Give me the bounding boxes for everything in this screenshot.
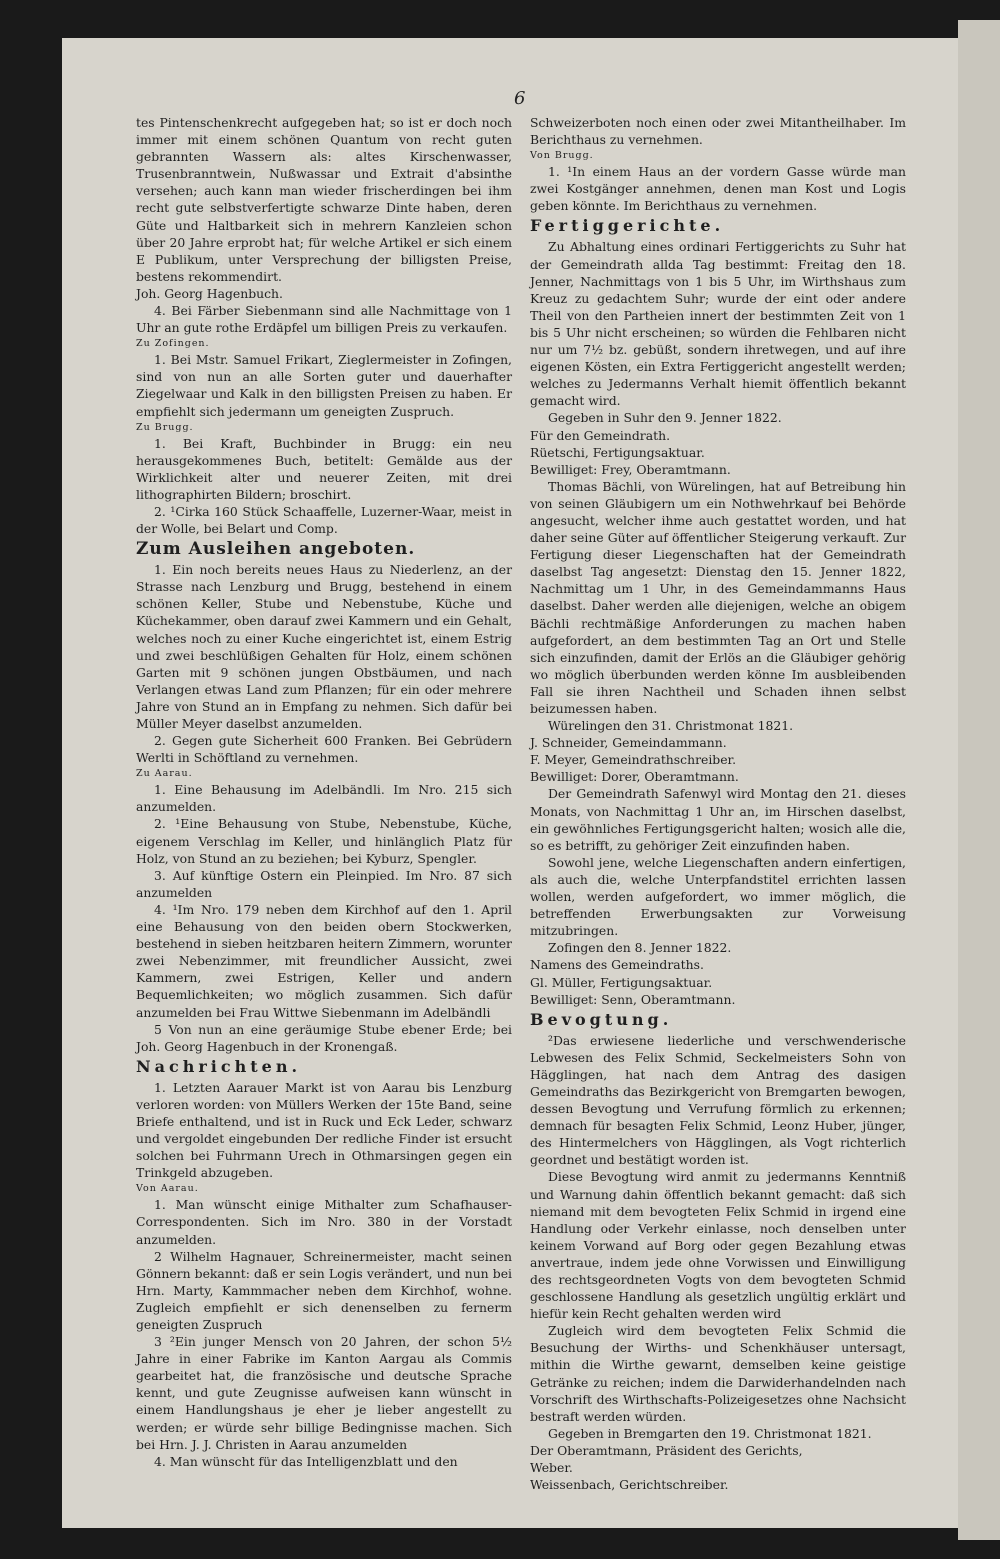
paragraph: Sowohl jene, welche Liegenschaften andern einfertigen, als auch die, welche Unterpfandstitel errichten lassen wollen, werden aufgefordert, wo immer möglich, die betreffenden Erwerbungsakten zur Vorweisung mitzubringen. — [530, 854, 906, 939]
date-line: Gegeben in Bremgarten den 19. Christmonat 1821. — [548, 1425, 872, 1441]
signature: Weissenbach, Gerichtschreiber. — [530, 1477, 729, 1493]
paragraph: 1. Man wünscht einige Mithalter zum Schafhauser-Correspondenten. Sich im Nro. 380 in der Vorstadt anzumelden. — [136, 1197, 512, 1247]
paragraph: 2. ¹Cirka 160 Stück Schaaffelle, Luzerner-Waar, meist in der Wolle, bei Belart und Comp. — [136, 503, 512, 537]
paragraph: 3. Auf künftige Ostern ein Pleinpied. Im Nro. 87 sich anzumelden — [136, 867, 512, 900]
paragraph: 4. Bei Färber Siebenmann sind alle Nachmittage von 1 Uhr an gute rothe Erdäpfel um billigen Preis zu verkaufen. — [136, 303, 512, 336]
section-heading: Nachrichten. — [136, 1056, 302, 1076]
paragraph: 2. Gegen gute Sicherheit 600 Franken. Bei Gebrüdern Werlti in Schöftland zu vernehmen. — [136, 733, 512, 766]
signature: Joh. Georg Hagenbuch. — [136, 285, 283, 301]
paragraph: ²Das erwiesene liederliche und verschwenderische Lebwesen des Felix Schmid, Seckelmeisters Sohn von Hägglingen, hat nach dem Antrag des dasigen Gemeindraths das Bezirkgericht von Bremgarten bewogen, dessen Bevogtung und Verrufung förmlich zu erkennen; demnach für besagten Felix Schmid, Leonz Huber, jünger, des Hintermelchers von Hägglingen, als Vogt richterlich geordnet und bestätigt worden ist. — [530, 1032, 906, 1168]
paragraph: 2. ¹Eine Behausung von Stube, Nebenstube, Küche, eigenem Verschlag im Keller, und hinlänglich Platz für Holz, von Stund an zu beziehen; bei Kyburz, Spengler. — [136, 816, 512, 866]
subheading: Zu Aarau. — [136, 768, 193, 780]
signature: Namens des Gemeindraths. — [530, 957, 704, 973]
left-column — [136, 114, 512, 1470]
signature: Für den Gemeindrath. — [530, 427, 671, 443]
signature: J. Schneider, Gemeindammann. — [530, 735, 727, 751]
page-number: 6 — [514, 88, 526, 109]
date-line: Würelingen den 31. Christmonat 1821. — [548, 718, 794, 734]
right-column — [530, 114, 906, 1493]
paragraph: Zugleich wird dem bevogteten Felix Schmid die Besuchung der Wirths- und Schenkhäuser untersagt, mithin die Wirthe gewarnt, demselben keine geistige Getränke zu reichen; indem die Darwiderhandelnden nach Vorschrift des Wirthschafts-Polizeigesetzes ohne Nachsicht bestraft werden würden. — [530, 1323, 906, 1424]
paragraph: Schweizerboten noch einen oder zwei Mitantheilhaber. Im Berichthaus zu vernehmen. — [530, 115, 906, 148]
signature: Der Oberamtmann, Präsident des Gerichts, — [530, 1442, 803, 1458]
paragraph: Der Gemeindrath Safenwyl wird Montag den 21. dieses Monats, von Nachmittag 1 Uhr an, im Hirschen daselbst, ein gewöhnliches Fertigungsgericht halten; wosich alle die, so es betrifft, zu gehöriger Zeit einzufinden haben. — [530, 786, 906, 853]
paragraph: Diese Bevogtung wird anmit zu jedermanns Kenntniß und Warnung dahin öffentlich bekannt gemacht: daß sich niemand mit dem bevogteten Felix Schmid in irgend eine Handlung oder Verkehr einlasse, noch denselben unter keinem Vorwand auf Borg oder gegen Bezahlung etwas anvertraue, indem jede ohne Vorwissen und Einwilligung des rechtsgeordneten Vogts von dem bevogteten Schmid geschlossene Handlung als gesetzlich ungültig erklärt und hiefür kein Recht gehalten werden wird — [530, 1169, 906, 1322]
paragraph: 4. ¹Im Nro. 179 neben dem Kirchhof auf den 1. April eine Behausung von den beiden obern Stockwerken, bestehend in sieben heitzbaren heitern Zimmern, worunter zwei Nebenzimmer, mit freundlicher Aussicht, zwei Kammern, zwei Estrigen, Keller und andern Bequemlichkeiten; wo möglich zusammen. Sich dafür anzumelden bei Frau Wittwe Siebenmann im Adelbändli — [136, 901, 512, 1020]
paragraph: 1. ¹In einem Haus an der vordern Gasse würde man zwei Kostgänger annehmen, denen man Kost und Logis geben könnte. Im Berichthaus zu vernehmen. — [530, 164, 906, 214]
paragraph: 1. Letzten Aarauer Markt ist von Aarau bis Lenzburg verloren worden: von Müllers Werken der 15te Band, seine Briefe enthaltend, und ist in Ruck und Eck Leder, schwarz und vergoldet eingebunden Der redliche Finder ist ersucht solchen bei Fuhrmann Urech in Othmarsingen gegen ein Trinkgeld abzugeben. — [136, 1079, 512, 1181]
signature: F. Meyer, Gemeindrathschreiber. — [530, 752, 737, 768]
subheading: Zu Brugg. — [136, 421, 194, 433]
paragraph: 3 ²Ein junger Mensch von 20 Jahren, der schon 5½ Jahre in einer Fabrike im Kanton Aargau als Commis gearbeitet hat, die französische und deutsche Sprache kennt, und gute Zeugnisse aufweisen kann wünscht in einem Handlungshaus je eher je lieber angestellt zu werden; er würde sehr billige Bedingnisse machen. Sich bei Hrn. J. J. Christen in Aarau anzumelden — [136, 1334, 512, 1452]
paragraph: Zu Abhaltung eines ordinari Fertiggerichts zu Suhr hat der Gemeindrath allda Tag bestimmt: Freitag den 18. Jenner, Nachmittags von 1 bis 5 Uhr, im Wirthshaus zum Kreuz zu gedachtem Suhr; wurde der eint oder andere Theil von den Partheien innert der bestimmten Zeit von 1 bis 5 Uhr nicht erscheinen; so würden die Fehlbaren nicht nur um 7½ bz. gebüßt, sondern ihretwegen, und auf ihre eigenen Kösten, ein Extra Fertiggericht angestellt werden; welches zu Jedermanns Verhalt hiemit öffentlich bekannt gemacht wird. — [530, 239, 906, 409]
date-line: Gegeben in Suhr den 9. Jenner 1822. — [548, 410, 782, 426]
signature: Rüetschi, Fertigungsaktuar. — [530, 444, 705, 460]
subheading: Von Aarau. — [136, 1183, 199, 1195]
paragraph: Thomas Bächli, von Würelingen, hat auf Betreibung hin von seinen Gläubigern um ein Nothwehrkauf bei Behörde angesucht, welcher ihme auch gestattet worden, und hat daher seine Güter auf öffentlicher Steigerung verkauft. Zur Fertigung dieser Liegenschaften hat der Gemeindrath daselbst Tag angesetzt: Dienstag den 15. Jenner 1822, Nachmittag um 1 Uhr, in des Gemeindammanns Haus daselbst. Daher werden alle diejenigen, welche an obigem Bächli rechtmäßige Anforderungen zu machen haben aufgefordert, an dem bestimmten Tag an Ort und Stelle sich einzufinden, damit der Erlös an die Gläubiger gehörig wo möglich überbunden werden könne Im ausbleibenden Fall sie ihren Nachtheil und Schaden ihnen selbst beizumessen haben. — [530, 478, 906, 716]
signature: Weber. — [530, 1460, 573, 1476]
approval-line: Bewilliget: Dorer, Oberamtmann. — [530, 769, 739, 785]
approval-line: Bewilliget: Senn, Oberamtmann. — [530, 991, 736, 1007]
section-heading: Bevogtung. — [530, 1009, 673, 1029]
section-heading: Fertiggerichte. — [530, 216, 725, 236]
paragraph: 1. Ein noch bereits neues Haus zu Niederlenz, an der Strasse nach Lenzburg und Brugg, bestehend in einem schönen Keller, Stube und Nebenstube, Küche und Küchekammer, oben darauf zwei Kammern und ein Gehalt, welches noch zu einer Kuche eingerichtet ist, einem Estrig und zwei beschlüßigen Gehalten für Holz, einem schönen Garten mit 9 schönen jungen Obstbäumen, und nach Verlangen etwas Land zum Pflanzen; für ein oder mehrere Jahre von Stund an in Empfang zu nehmen. Sich dafür bei Müller Meyer daselbst anzumelden. — [136, 562, 512, 731]
date-line: Zofingen den 8. Jenner 1822. — [548, 940, 732, 956]
paragraph: 1. Bei Kraft, Buchbinder in Brugg: ein neu herausgekommenes Buch, betitelt: Gemälde aus der Wirklichkeit alter und neuerer Zeiten, mit drei lithographirten Bildern; broschirt. — [136, 435, 512, 502]
adjacent-page-edge — [958, 20, 1000, 1540]
subheading: Von Brugg. — [530, 150, 594, 162]
paragraph: 1. Eine Behausung im Adelbändli. Im Nro. 215 sich anzumelden. — [136, 782, 512, 815]
paragraph: 4. Man wünscht für das Intelligenzblatt und den — [154, 1453, 458, 1469]
approval-line: Bewilliget: Frey, Oberamtmann. — [530, 461, 731, 477]
section-heading: Zum Ausleihen angeboten. — [136, 539, 416, 560]
paragraph: 1. Bei Mstr. Samuel Frikart, Zieglermeister in Zofingen, sind von nun an alle Sorten guter und dauerhafter Ziegelwaar und Kalk in den billigsten Preisen zu haben. Er empfiehlt sich jedermann um geneigten Zuspruch. — [136, 352, 512, 419]
paragraph: tes Pintenschenkrecht aufgegeben hat; so ist er doch noch immer mit einem schönen Quantum von recht guten gebrannten Wassern als: altes Kirschenwasser, Trusenbranntwein, Nußwassar und Extrait d'absinthe versehen; auch kann man wieder frischerdingen bei ihm recht gute selbstverfertigte schwarze Dinte haben, deren Güte und Haltbarkeit sich in mehrern Kanzleien schon über 20 Jahre erprobt hat; für welche Artikel er sich einem E Publikum, unter Versprechung der billigsten Preise, bestens rekommendirt. — [136, 115, 512, 284]
subheading: Zu Zofingen. — [136, 338, 210, 350]
paragraph: 2 Wilhelm Hagnauer, Schreinermeister, macht seinen Gönnern bekannt: daß er sein Logis verändert, und nun bei Hrn. Marty, Kammmacher neben dem Kirchhof, wohne. Zugleich empfiehlt er sich denenselben zu fernerm geneigten Zuspruch — [136, 1248, 512, 1332]
paragraph: 5 Von nun an eine geräumige Stube ebener Erde; bei Joh. Georg Hagenbuch in der Kronengaß. — [136, 1021, 512, 1054]
signature: Gl. Müller, Fertigungsaktuar. — [530, 974, 713, 990]
